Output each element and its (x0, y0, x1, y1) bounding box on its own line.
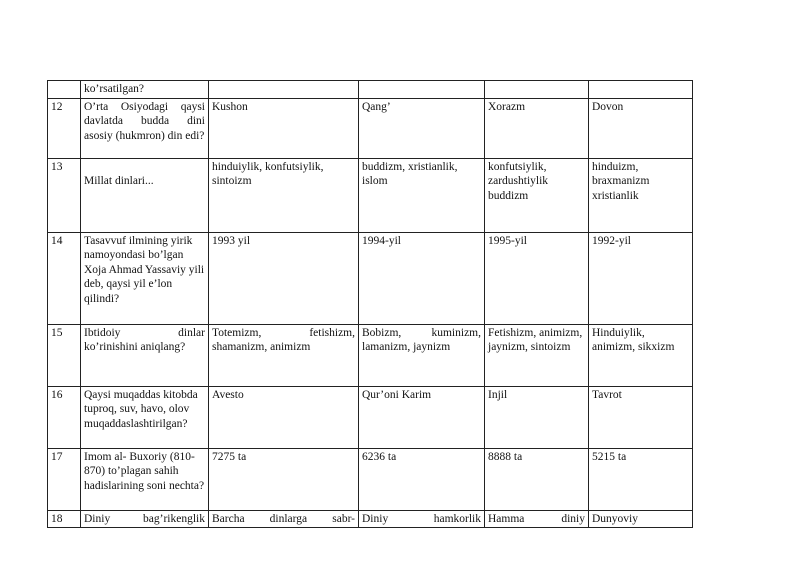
question-number: 14 (48, 232, 81, 324)
option-a (209, 81, 359, 99)
option-c: konfutsiylik, zardushtiylik buddizm (485, 158, 589, 232)
option-d: Hinduiylik, animizm, sikxizm (589, 324, 693, 386)
question-text: Qaysi muqaddas kitobda tuproq, suv, havo, olov muqaddaslashtirilgan? (81, 386, 209, 448)
option-b: Qur’oni Karim (359, 386, 485, 448)
option-c: 8888 ta (485, 448, 589, 510)
question-number: 17 (48, 448, 81, 510)
question-text: ko’rsatilgan? (81, 81, 209, 99)
option-a: Kushon (209, 98, 359, 158)
question-number (48, 81, 81, 99)
option-a: 7275 ta (209, 448, 359, 510)
question-text: O’rta Osiyodagi qaysi davlatda budda dini asosiy (hukmron) din edi? (81, 98, 209, 158)
question-text: Tasavvuf ilmining yirik namoyondasi bo’lgan Xoja Ahmad Yassaviy yili deb, qaysi yil e’lon qilindi? (81, 232, 209, 324)
question-number: 12 (48, 98, 81, 158)
table-row (48, 158, 693, 232)
option-d: Tavrot (589, 386, 693, 448)
question-text: Ibtidoiy dinlar ko’rinishini aniqlang? (81, 324, 209, 386)
table-row (48, 386, 693, 448)
option-c: Hamma diniy (485, 510, 589, 528)
question-text: Millat dinlari... (84, 174, 154, 187)
table-row (48, 232, 693, 324)
option-c: Xorazm (485, 98, 589, 158)
table-row (48, 510, 693, 528)
question-number: 16 (48, 386, 81, 448)
option-d: 5215 ta (589, 448, 693, 510)
question-cell (81, 158, 209, 232)
option-b: 1994-yil (359, 232, 485, 324)
option-b: Diniy hamkorlik (359, 510, 485, 528)
quiz-table (47, 80, 693, 528)
option-c (485, 81, 589, 99)
option-a: Avesto (209, 386, 359, 448)
option-b: Qang’ (359, 98, 485, 158)
option-a: 1993 yil (209, 232, 359, 324)
table-row (48, 81, 693, 99)
option-b: 6236 ta (359, 448, 485, 510)
question-number: 18 (48, 510, 81, 528)
question-number: 13 (48, 158, 81, 232)
option-b: Bobizm, kuminizm, lamanizm, jaynizm (359, 324, 485, 386)
table-row (48, 98, 693, 158)
option-c: Injil (485, 386, 589, 448)
option-d (589, 81, 693, 99)
question-text: Imom al- Buxoriy (810- 870) to’plagan sahih hadislarining soni nechta? (81, 448, 209, 510)
option-a: Totemizm, fetishizm, shamanizm, animizm (209, 324, 359, 386)
option-a: Barcha dinlarga sabr- (209, 510, 359, 528)
question-number: 15 (48, 324, 81, 386)
option-a: hinduiylik, konfutsiylik, sintoizm (209, 158, 359, 232)
option-b: buddizm, xristianlik, islom (359, 158, 485, 232)
option-d: hinduizm, braxmanizm xristianlik (589, 158, 693, 232)
option-d: Dunyoviy (589, 510, 693, 528)
option-b (359, 81, 485, 99)
question-text: Diniy bag’rikenglik (81, 510, 209, 528)
table-row (48, 448, 693, 510)
option-d: 1992-yil (589, 232, 693, 324)
option-d: Dovon (589, 98, 693, 158)
option-c: 1995-yil (485, 232, 589, 324)
option-c: Fetishizm, animizm, jaynizm, sintoizm (485, 324, 589, 386)
table-row (48, 324, 693, 386)
